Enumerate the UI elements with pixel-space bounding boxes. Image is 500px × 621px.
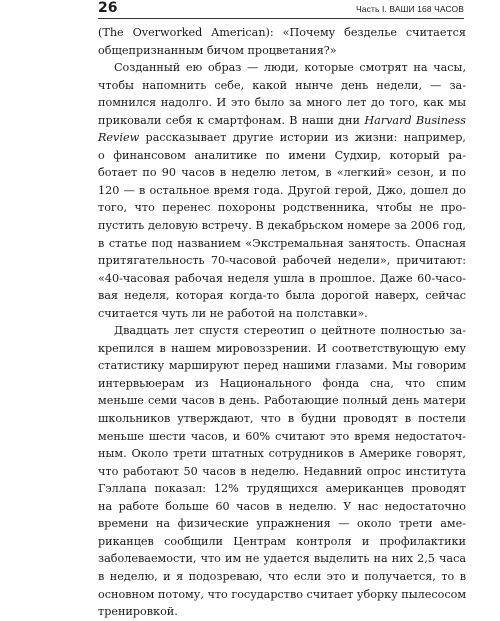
body-text (98, 24, 466, 621)
text-line: меньше семи часов в день. Работающие полный день матери (98, 394, 466, 408)
text-line: заболеваемости, что им не удается выделить на них 2,5 часа (98, 552, 466, 566)
text-line: основном потому, что государство считает уборку пылесосом (98, 587, 467, 601)
text-segment: рассказывает другие истории из жизни: например, (145, 131, 466, 145)
text-line: общепризнанным бичом процветания?» (98, 43, 337, 57)
text-line: «40-часовая рабочая неделя ушла в прошлое. Даже 60-часо- (98, 271, 466, 285)
text-line: Гэллапа показал: 12% трудящихся американцев проводят (98, 482, 466, 496)
text-line: пустить деловую встречу. В декабрьском номере за 2006 год, (98, 219, 466, 233)
text-line: ным. Около трети штатных сотрудников в Америке говорят, (98, 447, 466, 461)
text-line: помнился надолго. И это было за много лет до того, как мы (98, 96, 466, 110)
text-line: притягательность 70-часовой рабочей недели», причитают: (98, 254, 466, 268)
text-line: считается чуть ли не работой на полставки». (98, 306, 368, 320)
page-header (98, 0, 464, 19)
text-line (98, 129, 466, 147)
text-line: (The Overworked American): «Почему безделье считается (98, 26, 466, 39)
text-line: того, что перенес похороны родственника, чтобы не про- (98, 201, 466, 215)
text-line: ботает по 90 часов в неделю летом, в «легкий» сезон, и по (98, 166, 466, 180)
text-line: чтобы напомнить себе, какой нынче день недели, — за- (98, 78, 466, 92)
text-line: Двадцать лет спустя стереотип о цейтноте полностью за- (114, 324, 466, 338)
text-line (98, 112, 466, 130)
text-segment: приковали себя к смартфонам. В наши дни (98, 113, 360, 127)
text-line: в статье под названием «Экстремальная занятость. Опасная (98, 236, 466, 250)
text-line: времени на физические упражнения — около трети аме- (98, 517, 466, 531)
journal-title: Harvard Business (364, 113, 467, 127)
journal-title: Review (98, 131, 140, 145)
text-line: крепился в нашем мировоззрении. И соответствующую ему (98, 341, 466, 355)
page-number: 26 (98, 0, 118, 16)
text-line: тренировкой. (98, 605, 178, 619)
text-line: о финансовом аналитике по имени Судхир, который ра- (98, 148, 466, 162)
text-line: меньше шести часов, и 60% считают это время недостаточ- (98, 429, 466, 443)
text-line: Созданный ею образ — люди, которые смотрят на часы, (114, 61, 466, 75)
running-head: Часть I. ВАШИ 168 ЧАСОВ (356, 4, 464, 14)
text-line: в неделю, и я подозреваю, что если это и получается, то в (98, 569, 466, 583)
text-line: 120 — в остальное время года. Другой герой, Джо, дошел до (98, 183, 466, 197)
text-line: вая неделя, которая когда-то была дорогой наверх, сейчас (98, 289, 466, 303)
text-line: риканцев сообщили Центрам контроля и профилактики (98, 534, 466, 548)
text-line: интервьюерам из Национального фонда сна, что спим (98, 376, 466, 390)
text-line: школьников утверждают, что в будни проводят в постели (98, 412, 466, 426)
text-line: на работе больше 60 часов в неделю. У нас недостаточно (98, 499, 466, 513)
text-line: статистику маршируют перед нашими глазами. Мы говорим (98, 359, 466, 373)
text-line: что работают 50 часов в неделю. Недавний опрос института (98, 464, 466, 478)
